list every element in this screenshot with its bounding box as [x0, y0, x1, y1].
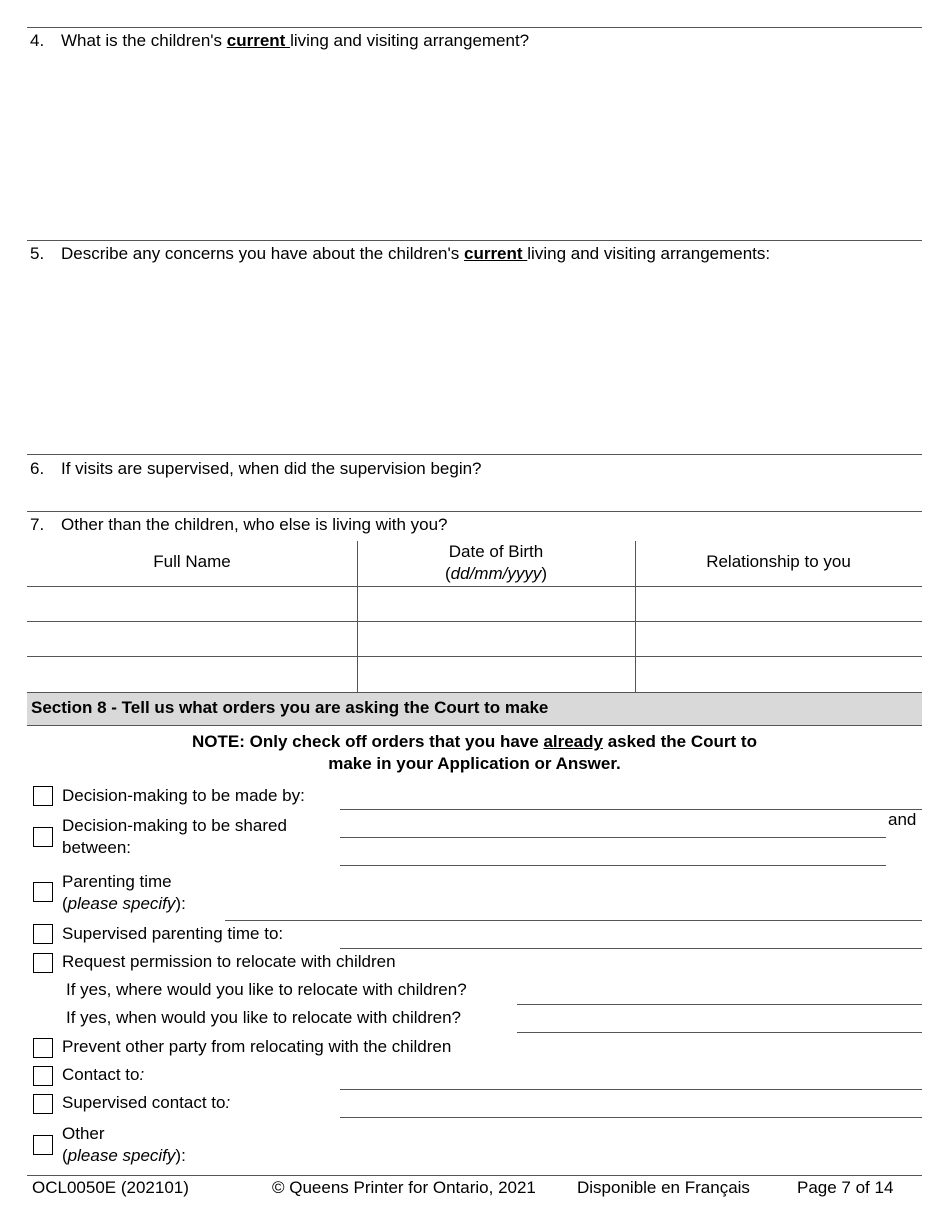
table-header-relationship: Relationship to you [706, 552, 851, 571]
input-line [340, 1117, 922, 1118]
label-relocate-when: If yes, when would you like to relocate with children? [66, 1008, 461, 1027]
parenting-time-input[interactable] [225, 898, 922, 918]
page-number: Page 7 of 14 [797, 1178, 894, 1197]
question-number: 6. [30, 459, 45, 478]
input-line [340, 837, 886, 838]
table-header-full-name: Full Name [153, 552, 231, 571]
checkbox-parenting-time[interactable] [33, 882, 53, 902]
table-header-date-of-birth: Date of Birth (dd/mm/yyyy) [444, 542, 548, 583]
input-line [340, 809, 922, 810]
checkbox-decision-making-shared[interactable] [33, 827, 53, 847]
label-contact: Contact to: [62, 1065, 145, 1084]
checkbox-request-relocate[interactable] [33, 953, 53, 973]
shared-party-2-input[interactable] [340, 845, 886, 865]
question-number: 4. [30, 31, 45, 50]
question-4 [30, 31, 529, 51]
answer-area-q6[interactable] [540, 482, 920, 508]
other-input[interactable] [225, 1150, 922, 1170]
label-prevent-relocation: Prevent other party from relocating with the children [62, 1037, 452, 1056]
question-text: What is the children's [61, 31, 227, 50]
note: NOTE: Only check off orders that you have already asked the Court to make in your Application or Answer. [192, 732, 757, 773]
label-supervised-parenting-time: Supervised parenting time to: [62, 924, 284, 943]
checkbox-decision-making-by[interactable] [33, 786, 53, 806]
question-text: living and visiting arrangement? [290, 31, 530, 50]
answer-area-q4[interactable] [60, 55, 920, 235]
emphasis-current: current [226, 31, 291, 50]
checkbox-contact[interactable] [33, 1066, 53, 1086]
table-cell-date-of-birth[interactable] [358, 587, 634, 620]
question-7 [30, 515, 447, 535]
relocate-where-input[interactable] [517, 983, 922, 1003]
checkbox-supervised-contact[interactable] [33, 1094, 53, 1114]
shared-party-1-input[interactable] [340, 817, 886, 837]
input-line [517, 1004, 922, 1005]
decision-making-by-input[interactable] [340, 789, 922, 809]
answer-area-q5[interactable] [60, 268, 920, 448]
question-number: 5. [30, 244, 45, 263]
label-parenting-time: Parenting time (please specify): [62, 872, 186, 913]
checkbox-prevent-relocation[interactable] [33, 1038, 53, 1058]
contact-input[interactable] [340, 1068, 922, 1088]
question-text: If visits are supervised, when did the supervision begin? [61, 459, 482, 478]
supervised-contact-input[interactable] [340, 1096, 922, 1116]
table-cell-full-name[interactable] [28, 657, 356, 691]
table-cell-date-of-birth[interactable] [358, 657, 634, 691]
divider [27, 454, 922, 455]
form-id: OCL0050E (202101) [32, 1178, 189, 1197]
checkbox-supervised-parenting-time[interactable] [33, 924, 53, 944]
question-text: Other than the children, who else is living with you? [61, 515, 448, 534]
divider [27, 511, 922, 512]
label-supervised-contact: Supervised contact to: [62, 1093, 231, 1112]
label-request-relocate: Request permission to relocate with children [62, 952, 396, 971]
french-availability: Disponible en Français [577, 1178, 750, 1197]
section-title: Section 8 - Tell us what orders you are asking the Court to make [31, 698, 549, 717]
input-line [340, 865, 886, 866]
question-number: 7. [30, 515, 45, 534]
label-other: Other (please specify): [62, 1124, 186, 1165]
input-line [225, 920, 922, 921]
input-line [340, 1089, 922, 1090]
copyright: © Queens Printer for Ontario, 2021 [272, 1178, 536, 1197]
table-cell-full-name[interactable] [28, 587, 356, 620]
label-relocate-where: If yes, where would you like to relocate with children? [66, 980, 467, 999]
table-cell-relationship[interactable] [636, 657, 921, 691]
table-cell-relationship[interactable] [636, 622, 921, 655]
input-line [340, 948, 922, 949]
question-text: Describe any concerns you have about the children's [61, 244, 464, 263]
relocate-when-input[interactable] [517, 1011, 922, 1031]
table-cell-relationship[interactable] [636, 587, 921, 620]
divider [27, 240, 922, 241]
input-line [517, 1032, 922, 1033]
emphasis-already: already [543, 732, 603, 751]
question-5 [30, 244, 770, 264]
checkbox-other[interactable] [33, 1135, 53, 1155]
emphasis-current: current [463, 244, 528, 263]
divider [27, 27, 922, 28]
and-label: and [888, 810, 917, 829]
label-decision-making-shared: Decision-making to be shared between: [62, 816, 287, 857]
table-cell-date-of-birth[interactable] [358, 622, 634, 655]
question-text: living and visiting arrangements: [527, 244, 771, 263]
table-cell-full-name[interactable] [28, 622, 356, 655]
question-6 [30, 459, 482, 479]
label-decision-making-by: Decision-making to be made by: [62, 786, 305, 805]
footer-divider [27, 1175, 922, 1176]
supervised-parenting-time-input[interactable] [340, 926, 922, 946]
